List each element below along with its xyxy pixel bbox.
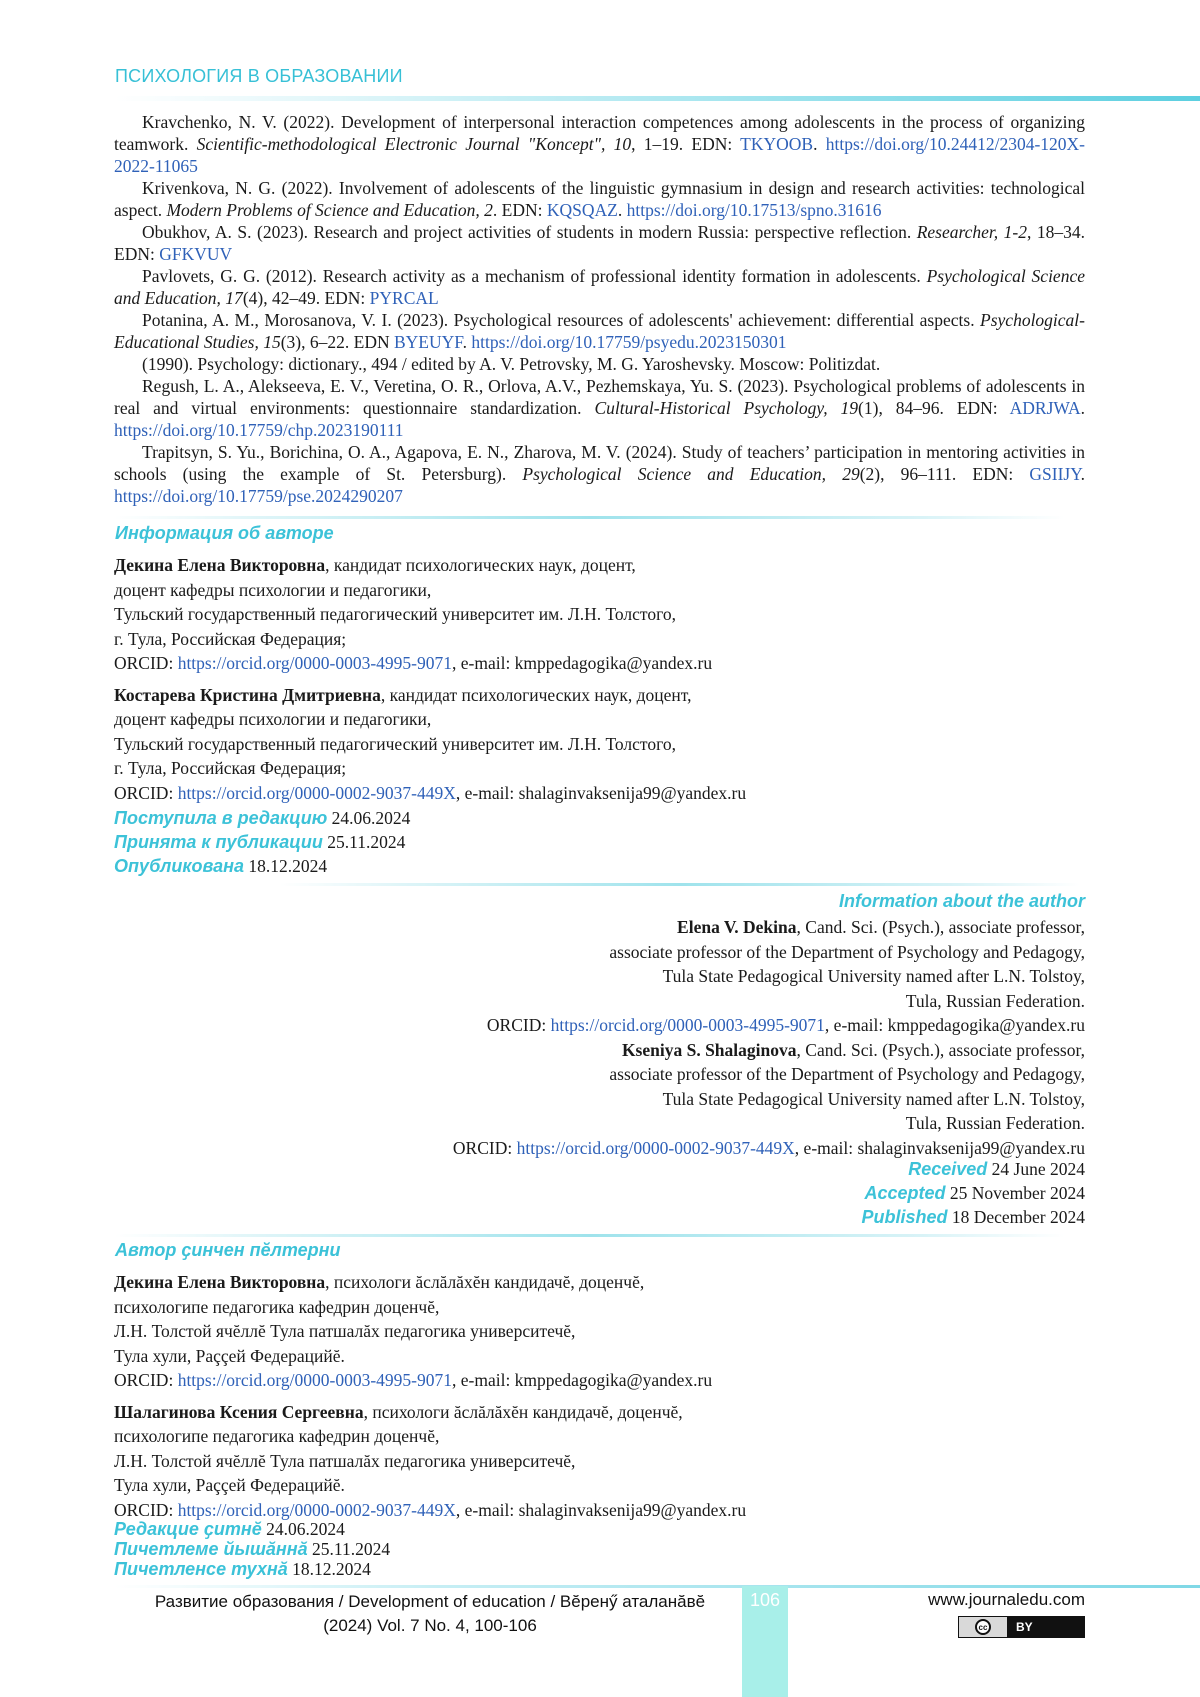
author-position: доцент кафедры психологии и педагогики, xyxy=(114,709,432,729)
author-affiliation: Тульский государственный педагогический университет им. Л.Н. Толстого, xyxy=(114,733,676,754)
reference-item: Potanina, A. M., Morosanova, V. I. (2023). Psychological resources of adolescents' achievement: differential aspects. Psychological-Educational Studies, 15(3), 6–22. EDN BYEUYF. https://doi.org/10.17759/psyedu.2023150301 xyxy=(114,310,1085,352)
author-contacts: ORCID: https://orcid.org/0000-0003-4995-9071, e-mail: kmppedagogika@yandex.ru xyxy=(114,653,713,673)
author-line: Декина Елена Викторовна, психологи ăслăлăхĕн кандидачĕ, доценчĕ, xyxy=(114,1272,645,1292)
date-accepted: Принята к публикации 25.11.2024 xyxy=(114,832,406,852)
dates-ru xyxy=(114,806,410,878)
author-location: г. Тула, Российская Федерация; xyxy=(114,758,347,778)
section-divider xyxy=(115,1234,1065,1237)
author-name: Костарева Кристина Дмитриевна xyxy=(114,684,381,705)
author-location: Тула хули, Раççей Федерацийĕ. xyxy=(114,1345,345,1366)
dates-en xyxy=(685,1157,1085,1229)
journal-section-header: ПСИХОЛОГИЯ В ОБРАЗОВАНИИ xyxy=(115,66,403,86)
orcid-link[interactable]: https://orcid.org/0000-0002-9037-449X xyxy=(516,1137,795,1158)
author-affiliation: Tula State Pedagogical University named after L.N. Tolstoy, xyxy=(662,1088,1085,1109)
header-divider xyxy=(115,96,1200,101)
author-line: Elena V. Dekina, Cand. Sci. (Psych.), associate professor, xyxy=(677,917,1085,937)
author-location: Тула хули, Раççей Федерацийĕ. xyxy=(114,1475,345,1495)
orcid-link[interactable]: https://orcid.org/0000-0003-4995-9071 xyxy=(177,653,452,673)
journal-website-link[interactable]: www.journaledu.com xyxy=(928,1590,1085,1609)
journal-title: Развитие образования / Development of education / Вĕренӳ аталанăвĕ xyxy=(154,1592,706,1611)
author-position: психологипе педагогика кафедрин доценчĕ, xyxy=(114,1296,440,1317)
date-accepted: Accepted 25 November 2024 xyxy=(864,1183,1085,1203)
reference-item: Obukhov, A. S. (2023). Research and project activities of students in modern Russia: perspective reflection. Researcher, 1-2, 18–34. EDN: GFKVUV xyxy=(114,222,1085,264)
date-published: Опубликована 18.12.2024 xyxy=(114,856,328,876)
edn-link[interactable]: BYEUYF xyxy=(393,332,463,352)
author-location: Tula, Russian Federation. xyxy=(905,1113,1085,1133)
author-name: Декина Елена Викторовна xyxy=(114,555,326,575)
date-published: Пичетленсе тухнă 18.12.2024 xyxy=(114,1559,371,1579)
author-position: доцент кафедры психологии и педагогики, xyxy=(114,579,432,600)
author-info-title-ru: Информация об авторе xyxy=(115,523,334,543)
author-name: Elena V. Dekina xyxy=(677,917,797,937)
edn-link[interactable]: TKYOOB xyxy=(740,134,814,154)
page-number: 106 xyxy=(749,1590,781,1610)
author-info-title-cv: Автор ҫинчен пӗлтерни xyxy=(115,1240,341,1260)
reference-item: Pavlovets, G. G. (2012). Research activity as a mechanism of professional identity formation in adolescents. Psychological Science and Education, 17(4), 42–49. EDN: PYRCAL xyxy=(114,266,1085,308)
footer-divider xyxy=(115,1585,1200,1588)
by-label: BY xyxy=(1008,1617,1084,1637)
doi-link[interactable]: https://doi.org/10.17513/spno.31616 xyxy=(626,200,882,220)
cc-icon: cc xyxy=(975,1619,991,1635)
author-name: Декина Елена Викторовна xyxy=(114,1272,326,1292)
author-line: Костарева Кристина Дмитриевна, кандидат психологических наук, доцент, xyxy=(114,684,692,705)
author-contacts: ORCID: https://orcid.org/0000-0003-4995-9071, e-mail: kmppedagogika@yandex.ru xyxy=(114,1370,713,1390)
author-position: associate professor of the Department of Psychology and Pedagogy, xyxy=(609,941,1085,962)
edn-link[interactable]: ADRJWA xyxy=(1009,398,1081,418)
author-contacts: ORCID: https://orcid.org/0000-0002-9037-449X, e-mail: shalaginvaksenija99@yandex.ru xyxy=(452,1137,1085,1158)
author-contacts: ORCID: https://orcid.org/0000-0003-4995-9071, e-mail: kmppedagogika@yandex.ru xyxy=(486,1015,1085,1035)
dates-cv xyxy=(114,1519,390,1579)
author-line: Шалагинова Ксения Сергеевна, психологи ăслăлăхĕн кандидачĕ, доценчĕ, xyxy=(114,1401,683,1422)
journal-volume: (2024) Vol. 7 No. 4, 100-106 xyxy=(323,1616,537,1635)
doi-link[interactable]: https://doi.org/10.17759/psyedu.2023150301 xyxy=(471,332,787,352)
author-affiliation: Л.Н. Толстой ячĕллĕ Тула патшалăх педагогика университечĕ, xyxy=(114,1321,576,1341)
author-contacts: ORCID: https://orcid.org/0000-0002-9037-449X, e-mail: shalaginvaksenija99@yandex.ru xyxy=(114,1499,747,1520)
reference-item: (1990). Psychology: dictionary., 494 / edited by A. V. Petrovsky, M. G. Yaroshevsky. Moscow: Politizdat. xyxy=(142,354,881,374)
date-accepted: Пичетлеме йышăннă 25.11.2024 xyxy=(114,1539,391,1559)
date-received: Редакцие ҫитнĕ 24.06.2024 xyxy=(114,1519,345,1539)
doi-link[interactable]: https://doi.org/10.17759/chp.2023190111 xyxy=(114,420,404,440)
orcid-link[interactable]: https://orcid.org/0000-0003-4995-9071 xyxy=(177,1370,452,1390)
section-divider xyxy=(280,883,1080,886)
author-info-en xyxy=(185,915,1085,1160)
edn-link[interactable]: GFKVUV xyxy=(159,244,233,264)
edn-link[interactable]: KQSQAZ xyxy=(546,200,618,220)
author-name: Kseniya S. Shalaginova xyxy=(621,1039,797,1060)
date-received: Received 24 June 2024 xyxy=(908,1159,1085,1179)
doi-link[interactable]: https://doi.org/10.17759/pse.2024290207 xyxy=(114,486,403,506)
reference-item: Kravchenko, N. V. (2022). Development of interpersonal interaction competences among adolescents in the process of organizing teamwork. Scientific-methodological Electronic Journal "Koncept", 10, 1–19. EDN: TKYOOB. https://doi.org/10.24412/2304-120X-2022-11065 xyxy=(114,112,1086,176)
edn-link[interactable]: GSIIJY xyxy=(1029,464,1081,484)
author-line: Kseniya S. Shalaginova, Cand. Sci. (Psych.), associate professor, xyxy=(621,1039,1085,1060)
author-name: Шалагинова Ксения Сергеевна xyxy=(114,1401,364,1422)
author-position: associate professor of the Department of Psychology and Pedagogy, xyxy=(609,1064,1085,1084)
reference-item: Krivenkova, N. G. (2022). Involvement of adolescents of the linguistic gymnasium in design and research activities: technological aspect. Modern Problems of Science and Education, 2. EDN: KQSQAZ. https://doi.org/10.17513/spno.31616 xyxy=(114,178,1085,220)
section-divider xyxy=(115,516,1065,519)
doi-link[interactable]: https://doi.org/10.24412/2304-120X-2022-11065 xyxy=(114,134,1086,176)
author-affiliation: Л.Н. Толстой ячĕллĕ Тула патшалăх педагогика университечĕ, xyxy=(114,1450,576,1471)
author-line: Декина Елена Викторовна, кандидат психологических наук, доцент, xyxy=(114,555,636,575)
author-info-title-en: Information about the author xyxy=(839,891,1085,911)
author-contacts: ORCID: https://orcid.org/0000-0002-9037-449X, e-mail: shalaginvaksenija99@yandex.ru xyxy=(114,782,747,803)
reference-item: Regush, L. A., Alekseeva, E. V., Veretina, O. R., Orlova, A.V., Pezhemskaya, Yu. S. (2023). Psychological problems of adolescents in real and virtual environments: questionnaire standardization. Cultural-Historical Psychology, 19(1), 84–96. EDN: ADRJWA. https://doi.org/10.17759/chp.2023190111 xyxy=(114,376,1085,440)
author-position: психологипе педагогика кафедрин доценчĕ, xyxy=(114,1426,440,1446)
author-affiliation: Tula State Pedagogical University named after L.N. Tolstoy, xyxy=(662,966,1085,986)
author-info-ru xyxy=(114,553,1014,805)
orcid-link[interactable]: https://orcid.org/0000-0002-9037-449X xyxy=(177,1499,456,1520)
author-location: г. Тула, Российская Федерация; xyxy=(114,628,347,649)
reference-list xyxy=(114,111,1085,507)
author-location: Tula, Russian Federation. xyxy=(905,990,1085,1011)
journal-citation xyxy=(130,1590,730,1638)
author-affiliation: Тульский государственный педагогический университет им. Л.Н. Толстого, xyxy=(114,604,676,624)
reference-item: Trapitsyn, S. Yu., Borichina, O. A., Agapova, E. N., Zharova, M. V. (2024). Study of teachers’ participation in mentoring activities in schools (using the example of St. Petersburg). Psychological Science and Education, 29(2), 96–111. EDN: GSIIJY. https://doi.org/10.17759/pse.2024290207 xyxy=(114,442,1085,506)
orcid-link[interactable]: https://orcid.org/0000-0002-9037-449X xyxy=(177,782,456,803)
edn-link[interactable]: PYRCAL xyxy=(369,288,439,308)
orcid-link[interactable]: https://orcid.org/0000-0003-4995-9071 xyxy=(550,1015,825,1035)
author-info-cv xyxy=(114,1270,1014,1522)
date-published: Published 18 December 2024 xyxy=(861,1207,1085,1227)
cc-by-license-icon[interactable] xyxy=(958,1616,1085,1638)
date-received: Поступила в редакцию 24.06.2024 xyxy=(114,808,411,828)
